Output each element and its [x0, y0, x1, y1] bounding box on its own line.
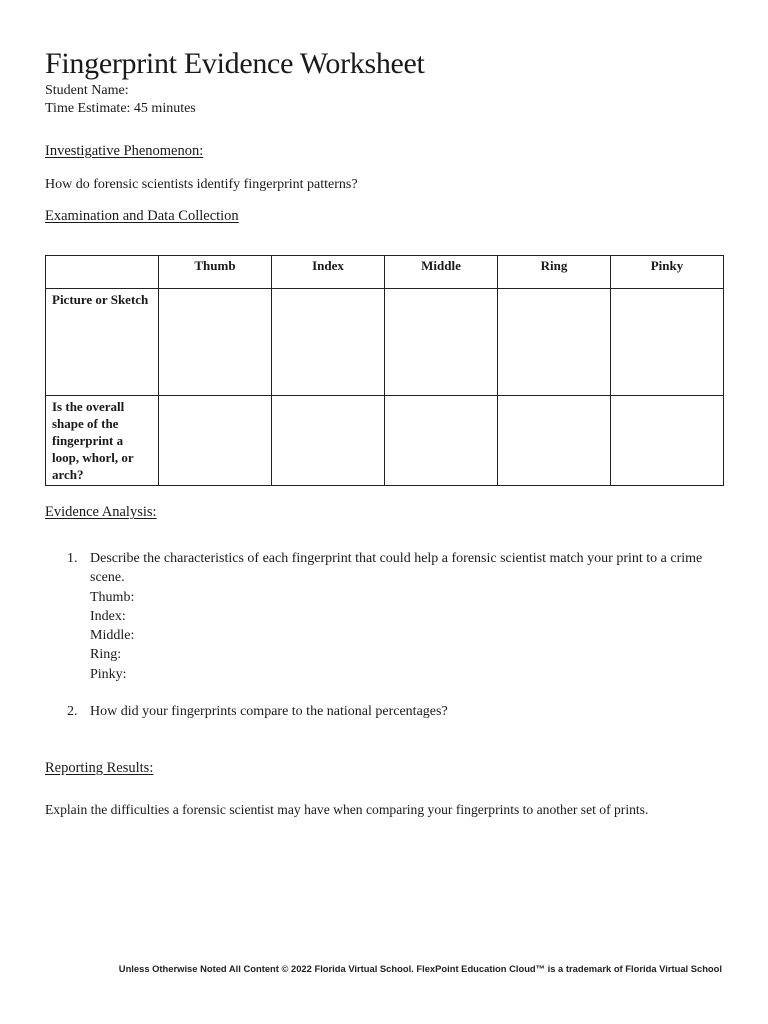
cell-shape-thumb[interactable] [159, 396, 272, 486]
column-header-thumb: Thumb [159, 256, 272, 289]
page-title: Fingerprint Evidence Worksheet [45, 47, 425, 80]
evidence-analysis-heading: Evidence Analysis: [45, 504, 157, 520]
cell-shape-middle[interactable] [385, 396, 498, 486]
cell-shape-ring[interactable] [498, 396, 611, 486]
cell-picture-thumb[interactable] [159, 289, 272, 396]
cell-picture-middle[interactable] [385, 289, 498, 396]
table-row-shape [46, 396, 724, 486]
answer-label-pinky: Pinky: [90, 666, 127, 682]
row-label-shape: Is the overall shape of the fingerprint a loop, whorl, or arch? [46, 396, 159, 486]
question-text: Describe the characteristics of each fingerprint that could help a forensic scientist match your print to a crime scene. [90, 551, 703, 586]
column-header-index: Index [272, 256, 385, 289]
column-header-ring: Ring [498, 256, 611, 289]
examination-heading: Examination and Data Collection [45, 208, 239, 224]
question-text: How did your fingerprints compare to the national percentages? [90, 704, 448, 720]
cell-picture-index[interactable] [272, 289, 385, 396]
answer-label-index: Index: [90, 608, 126, 624]
reporting-prompt: Explain the difficulties a forensic scientist may have when comparing your fingerprints to another set of prints. [45, 802, 649, 817]
answer-label-thumb: Thumb: [90, 589, 135, 605]
cell-shape-index[interactable] [272, 396, 385, 486]
column-header-pinky: Pinky [611, 256, 724, 289]
question-number: 1. [67, 551, 78, 566]
student-name-label: Student Name: [45, 83, 129, 98]
table-header-corner [46, 256, 159, 289]
reporting-results-heading: Reporting Results: [45, 760, 154, 776]
answer-label-ring: Ring: [90, 647, 122, 663]
column-header-middle: Middle [385, 256, 498, 289]
fingerprint-data-table [45, 255, 724, 486]
cell-picture-ring[interactable] [498, 289, 611, 396]
answer-label-middle: Middle: [90, 628, 135, 644]
table-header-row [46, 256, 724, 289]
cell-shape-pinky[interactable] [611, 396, 724, 486]
list-item [45, 549, 725, 684]
row-label-picture: Picture or Sketch [46, 289, 159, 396]
list-item [45, 702, 725, 721]
time-estimate: Time Estimate: 45 minutes [45, 101, 196, 116]
analysis-question-list [45, 549, 725, 721]
investigative-phenomenon-heading: Investigative Phenomenon: [45, 143, 204, 159]
cell-picture-pinky[interactable] [611, 289, 724, 396]
table-row-picture [46, 289, 724, 396]
question-number: 2. [67, 704, 78, 720]
phenomenon-question: How do forensic scientists identify fingerprint patterns? [45, 177, 358, 192]
copyright-footer: Unless Otherwise Noted All Content © 2022 Florida Virtual School. FlexPoint Education Cloud™ is a trademark of Florida Virtual School [118, 963, 722, 974]
